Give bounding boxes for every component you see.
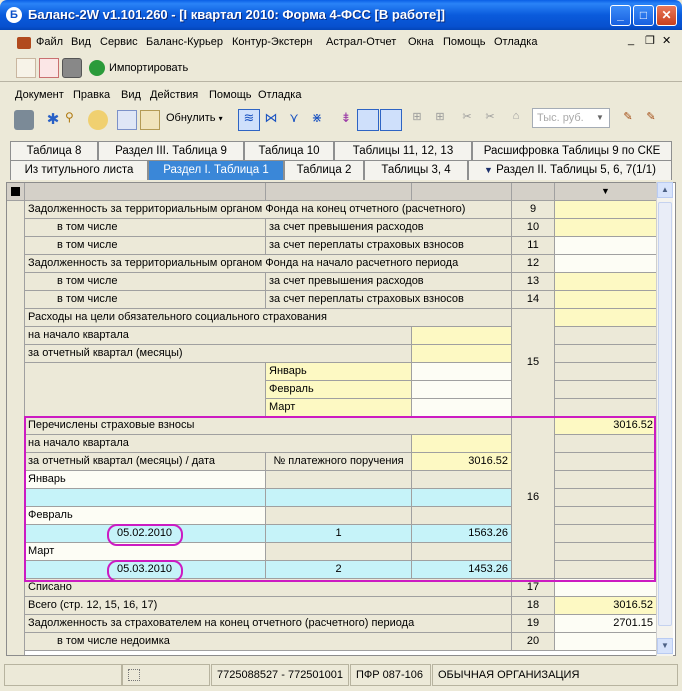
columns-icon[interactable] bbox=[380, 109, 402, 131]
layout-1-icon[interactable]: ≋ bbox=[238, 109, 260, 131]
row-15-feb-value[interactable] bbox=[412, 381, 512, 399]
menu-kontur-extern[interactable]: Контур-Экстерн bbox=[232, 36, 313, 48]
col-header-4 bbox=[512, 183, 555, 201]
report-icon[interactable] bbox=[16, 58, 36, 78]
line-no-12: 12 bbox=[512, 255, 555, 273]
tabs-row-2 bbox=[6, 160, 676, 180]
line-no-16: 16 bbox=[512, 417, 555, 579]
line-no-15: 15 bbox=[512, 309, 555, 417]
main-menu-bar bbox=[0, 30, 682, 54]
row-16-feb-sum-spacer bbox=[412, 507, 512, 525]
menu-debug2[interactable]: Отладка bbox=[258, 89, 302, 101]
row-11-label: в том числе bbox=[25, 237, 266, 255]
line-no-9: 9 bbox=[512, 201, 555, 219]
menu-help[interactable]: Помощь bbox=[443, 36, 486, 48]
row-15-mar-value[interactable] bbox=[412, 399, 512, 417]
row-16-blank-3 bbox=[555, 471, 657, 489]
chevron-down-icon: ▼ bbox=[596, 113, 604, 122]
row-16-jan-po-spacer bbox=[266, 471, 412, 489]
row-16-reporting-quarter-value[interactable]: 3016.52 bbox=[412, 453, 512, 471]
tab-section1-table1[interactable]: Раздел I. Таблица 1 bbox=[148, 160, 284, 180]
obnulit-label: Обнулить bbox=[166, 112, 216, 124]
row-16-mar-po[interactable]: 2 bbox=[266, 561, 412, 579]
row-15-blank-5 bbox=[555, 399, 657, 417]
row-16-blank-6 bbox=[555, 525, 657, 543]
layout-4-icon[interactable]: ⋇ bbox=[311, 110, 323, 125]
row-13-value[interactable] bbox=[555, 273, 657, 291]
row-16-reporting-quarter: за отчетный квартал (месяцы) / дата bbox=[25, 453, 266, 471]
tab-section2-label: Раздел II. Таблицы 5, 6, 7(1/1) bbox=[496, 164, 656, 176]
row-15-value[interactable] bbox=[555, 309, 657, 327]
row-16-jan-sum[interactable] bbox=[412, 489, 512, 507]
row-16-blank-8 bbox=[555, 561, 657, 579]
row-12-value[interactable] bbox=[555, 255, 657, 273]
grid-corner[interactable] bbox=[7, 183, 25, 201]
bank-icon[interactable]: ⌂ bbox=[512, 110, 520, 122]
menu-file[interactable]: Файл bbox=[36, 36, 64, 48]
delete-1-icon[interactable]: ✂ bbox=[462, 111, 472, 123]
close-button[interactable] bbox=[656, 5, 677, 26]
menu-view2[interactable]: Вид bbox=[121, 89, 141, 101]
menu-view[interactable]: Вид bbox=[71, 36, 91, 48]
col-header-3 bbox=[412, 183, 512, 201]
find-icon[interactable]: ⚲ bbox=[65, 110, 74, 124]
minimize-button[interactable] bbox=[610, 5, 631, 26]
row-16-blank-7 bbox=[555, 543, 657, 561]
line-no-11: 11 bbox=[512, 237, 555, 255]
currency-unit-select[interactable] bbox=[532, 108, 610, 128]
row-15-quarter-start: на начало квартала bbox=[25, 327, 412, 345]
row-9-label: Задолженность за территориальным органом Фонда на конец отчетного (расчетного) bbox=[25, 201, 512, 219]
row-18-value[interactable]: 3016.52 bbox=[555, 597, 657, 615]
row-17-value[interactable] bbox=[555, 579, 657, 597]
row-16-feb-label: Февраль bbox=[25, 507, 266, 525]
row-14-sublabel: за счет переплаты страховых взносов bbox=[266, 291, 512, 309]
menu-windows[interactable]: Окна bbox=[408, 36, 434, 48]
import-label: Импортировать bbox=[109, 62, 189, 74]
row-11-value[interactable] bbox=[555, 237, 657, 255]
document-menu-bar bbox=[0, 85, 682, 105]
row-16-blank-5 bbox=[555, 507, 657, 525]
row-15-label: Расходы на цели обязательного социального страхования bbox=[25, 309, 512, 327]
status-segment-1 bbox=[4, 664, 122, 686]
row-16-feb-po[interactable]: 1 bbox=[266, 525, 412, 543]
row-15-blank-2 bbox=[555, 345, 657, 363]
row-13-sublabel: за счет превышения расходов bbox=[266, 273, 512, 291]
row-15-blank-4 bbox=[555, 381, 657, 399]
row-15-quarter-start-value[interactable] bbox=[412, 327, 512, 345]
import-button[interactable] bbox=[87, 58, 188, 79]
status-bar bbox=[0, 660, 682, 691]
row-20-label: в том числе недоимка bbox=[25, 633, 512, 651]
row-16-blank-1 bbox=[555, 435, 657, 453]
tree-1-icon[interactable]: ⊞ bbox=[412, 111, 422, 123]
obnulit-button[interactable] bbox=[166, 112, 223, 124]
col-header-2 bbox=[266, 183, 412, 201]
row-16-value[interactable]: 3016.52 bbox=[555, 417, 657, 435]
app-icon: Б bbox=[6, 7, 22, 23]
row-15-reporting-quarter: за отчетный квартал (месяцы) bbox=[25, 345, 412, 363]
select-all-icon bbox=[11, 187, 20, 196]
row-16-mar-date[interactable]: 05.03.2010 bbox=[25, 561, 266, 579]
maximize-icon: □ bbox=[639, 8, 648, 22]
layout-2-icon[interactable]: ⋈ bbox=[264, 110, 278, 125]
row-16-mar-po-spacer bbox=[266, 543, 412, 561]
refresh-icon[interactable] bbox=[88, 110, 108, 130]
col-header-1 bbox=[25, 183, 266, 201]
row-16-po-header: № платежного поручения bbox=[266, 453, 412, 471]
status-org: ОБЫЧНАЯ ОРГАНИЗАЦИЯ bbox=[432, 664, 678, 686]
row-13-label: в том числе bbox=[25, 273, 266, 291]
menu-balance-courier[interactable]: Баланс-Курьер bbox=[146, 36, 223, 48]
row-16-quarter-start-value[interactable] bbox=[412, 435, 512, 453]
line-no-10: 10 bbox=[512, 219, 555, 237]
scroll-down-icon[interactable]: ▼ bbox=[657, 638, 673, 654]
menu-edit[interactable]: Правка bbox=[73, 89, 111, 101]
tab-table-2[interactable]: Таблица 2 bbox=[284, 160, 364, 180]
row-14-label: в том числе bbox=[25, 291, 266, 309]
tab-filter-icon: ▼ bbox=[484, 165, 493, 175]
row-11-sublabel: за счет переплаты страховых взносов bbox=[266, 237, 512, 255]
row-16-blank-2 bbox=[555, 453, 657, 471]
menu-help2[interactable]: Помощь bbox=[209, 89, 252, 101]
menu-actions[interactable]: Действия bbox=[150, 89, 199, 101]
row-9-value[interactable] bbox=[555, 201, 657, 219]
menu-astral-report[interactable]: Астрал-Отчет bbox=[326, 36, 397, 48]
currency-unit-value: Тыс. руб. bbox=[537, 112, 584, 124]
delete-2-icon[interactable]: ✂ bbox=[485, 111, 495, 123]
row-16-feb-date[interactable]: 05.02.2010 bbox=[25, 525, 266, 543]
form-icon[interactable] bbox=[39, 58, 59, 78]
row-16-jan-label: Январь bbox=[25, 471, 266, 489]
tab-section2-tables-5-6-7[interactable] bbox=[468, 160, 672, 180]
check-1-icon[interactable]: ✎ bbox=[623, 111, 633, 123]
menu-debug[interactable]: Отладка bbox=[494, 36, 538, 48]
form-grid bbox=[6, 182, 676, 656]
row-15-feb-label: Февраль bbox=[266, 381, 412, 399]
copy-icon[interactable] bbox=[117, 110, 137, 130]
mdi-restore-icon[interactable]: ❐ bbox=[645, 35, 655, 47]
row-10-sublabel: за счет превышения расходов bbox=[266, 219, 512, 237]
row-10-label: в том числе bbox=[25, 219, 266, 237]
scroll-up-icon[interactable]: ▲ bbox=[657, 182, 673, 198]
table-view-icon[interactable] bbox=[357, 109, 379, 131]
row-15-blank-3 bbox=[555, 363, 657, 381]
scroll-thumb[interactable] bbox=[658, 202, 672, 626]
row-16-blank-4 bbox=[555, 489, 657, 507]
status-segment-2 bbox=[122, 664, 210, 686]
title-bar bbox=[0, 0, 682, 30]
print-icon[interactable] bbox=[14, 110, 34, 130]
col-header-5[interactable] bbox=[555, 183, 657, 201]
row-10-value[interactable] bbox=[555, 219, 657, 237]
row-16-quarter-start: на начало квартала bbox=[25, 435, 412, 453]
row-15-reporting-quarter-value[interactable] bbox=[412, 345, 512, 363]
row-19-label: Задолженность за страхователем на конец отчетного (расчетного) периода bbox=[25, 615, 512, 633]
sort-down-icon: ▼ bbox=[601, 186, 610, 196]
row-14-value[interactable] bbox=[555, 291, 657, 309]
menu-app-icon bbox=[17, 37, 31, 49]
minimize-icon: _ bbox=[617, 8, 624, 22]
row-16-feb-po-spacer bbox=[266, 507, 412, 525]
layout-3-icon[interactable]: ⋎ bbox=[289, 110, 299, 125]
line-no-14: 14 bbox=[512, 291, 555, 309]
status-pfr: ПФР 087-106 bbox=[350, 664, 431, 686]
row-16-mar-sum[interactable]: 1453.26 bbox=[412, 561, 512, 579]
selection-icon bbox=[128, 669, 140, 681]
tab-title-page[interactable]: Из титульного листа bbox=[10, 160, 148, 180]
row-16-mar-sum-spacer bbox=[412, 543, 512, 561]
row-16-jan-po[interactable] bbox=[266, 489, 412, 507]
star-icon[interactable]: ✱ bbox=[46, 111, 60, 128]
dropdown-arrow-icon: ▾ bbox=[218, 114, 223, 123]
main-toolbar bbox=[0, 54, 682, 82]
row-19-value[interactable]: 2701.15 bbox=[555, 615, 657, 633]
tree-2-icon[interactable]: ⊞ bbox=[435, 111, 445, 123]
row-15-jan-label: Январь bbox=[266, 363, 412, 381]
import-icon bbox=[89, 60, 105, 76]
row-15-months-spacer bbox=[25, 363, 266, 417]
row-15-mar-label: Март bbox=[266, 399, 412, 417]
tab-tables-3-4[interactable]: Таблицы 3, 4 bbox=[364, 160, 468, 180]
status-inn-kpp: 7725088527 - 772501001 bbox=[211, 664, 349, 686]
row-15-blank-1 bbox=[555, 327, 657, 345]
line-no-18: 18 bbox=[512, 597, 555, 615]
maximize-button[interactable] bbox=[633, 5, 654, 26]
row-17-label: Списано bbox=[25, 579, 512, 597]
menu-service[interactable]: Сервис bbox=[100, 36, 138, 48]
row-indicator-column bbox=[7, 201, 25, 656]
menu-document[interactable]: Документ bbox=[15, 89, 64, 101]
line-no-19: 19 bbox=[512, 615, 555, 633]
window-title: Баланс-2W v1.101.260 - [I квартал 2010: Форма 4-ФСС [В работе]] bbox=[28, 7, 445, 22]
archive-icon[interactable] bbox=[62, 58, 82, 78]
line-no-17: 17 bbox=[512, 579, 555, 597]
insert-row-icon[interactable]: ⇟ bbox=[340, 110, 352, 125]
tab-table9-breakdown[interactable]: Расшифровка Таблицы 9 по СКЕ bbox=[472, 141, 672, 161]
row-16-jan-sum-spacer bbox=[412, 471, 512, 489]
line-no-20: 20 bbox=[512, 633, 555, 651]
close-icon: ✕ bbox=[661, 8, 672, 22]
paste-icon[interactable] bbox=[140, 110, 160, 130]
row-16-jan-date[interactable] bbox=[25, 489, 266, 507]
row-18-label: Всего (стр. 12, 15, 16, 17) bbox=[25, 597, 512, 615]
vertical-scrollbar[interactable] bbox=[656, 182, 673, 656]
row-16-feb-sum[interactable]: 1563.26 bbox=[412, 525, 512, 543]
row-12-label: Задолженность за территориальным органом Фонда на начало расчетного периода bbox=[25, 255, 512, 273]
row-16-label: Перечислены страховые взносы bbox=[25, 417, 512, 435]
tab-section3-table9[interactable]: Раздел III. Таблица 9 bbox=[98, 141, 244, 161]
line-no-13: 13 bbox=[512, 273, 555, 291]
mdi-minimize-icon[interactable]: _ bbox=[628, 34, 635, 46]
mdi-close-icon[interactable]: ✕ bbox=[662, 35, 672, 47]
tab-table-10[interactable]: Таблица 10 bbox=[244, 141, 334, 161]
row-15-jan-value[interactable] bbox=[412, 363, 512, 381]
row-16-mar-label: Март bbox=[25, 543, 266, 561]
tab-tables-11-12-13[interactable]: Таблицы 11, 12, 13 bbox=[334, 141, 472, 161]
tab-table-8[interactable]: Таблица 8 bbox=[10, 141, 98, 161]
tabs-row-1 bbox=[6, 141, 676, 161]
row-20-value[interactable] bbox=[555, 633, 657, 651]
check-2-icon[interactable]: ✎ bbox=[646, 111, 656, 123]
